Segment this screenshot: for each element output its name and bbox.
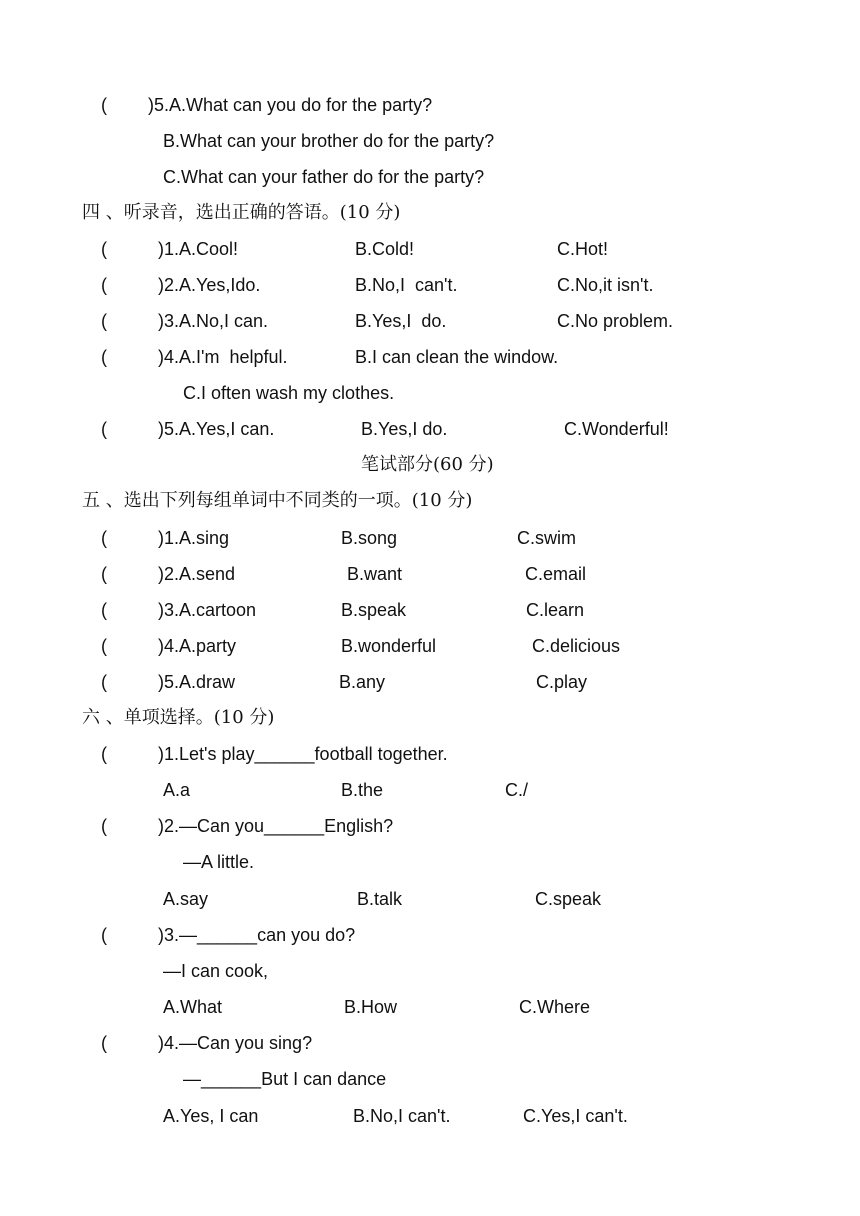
option-a: A.Yes, I can [163, 1106, 259, 1126]
option-c: C.Hot! [557, 239, 609, 259]
question-text: )1.Let's play______football together. [158, 744, 448, 764]
option-a: A.What [163, 997, 223, 1017]
option-c: C.email [525, 564, 587, 584]
option-b: B.speak [341, 600, 407, 620]
answer-paren: ( [101, 744, 107, 764]
option-c: C./ [505, 780, 529, 800]
question-text: )2.—Can you______English? [158, 816, 394, 836]
option-a: A.say [163, 889, 209, 909]
option-b: B.How [344, 997, 398, 1017]
option-c: C.Where [519, 997, 591, 1017]
option-c: C.delicious [532, 636, 621, 656]
option-a: )5.A.Yes,I can. [158, 419, 275, 439]
answer-paren: ( [101, 239, 107, 259]
option-c: C.I often wash my clothes. [183, 383, 395, 403]
question-text: )4.—Can you sing? [158, 1033, 313, 1053]
section-heading: 五 、选出下列每组单词中不同类的一项。(10 分) [82, 490, 473, 511]
option-a: )2.A.send [158, 564, 236, 584]
option-c: C.play [536, 672, 588, 692]
option-a: A.a [163, 780, 191, 800]
part-title: 笔试部分(60 分) [361, 454, 494, 475]
option-c: C.No,it isn't. [557, 275, 654, 295]
option-c: C.learn [526, 600, 585, 620]
question-text: )3.—______can you do? [158, 925, 356, 945]
answer-paren: ( [101, 275, 107, 295]
answer-paren: ( [101, 925, 107, 945]
answer-paren: ( [101, 636, 107, 656]
option-a: )4.A.party [158, 636, 237, 656]
option-b: B.any [339, 672, 386, 692]
dialogue-reply: —______But I can dance [183, 1069, 387, 1089]
answer-paren: ( [101, 347, 107, 367]
section-heading: 六 、单项选择。(10 分) [82, 707, 275, 728]
question-text: )5.A.What can you do for the party? [148, 95, 433, 115]
option-b: B.wonderful [341, 636, 437, 656]
option-b: B.Cold! [355, 239, 415, 259]
option-a: )4.A.I'm helpful. [158, 347, 288, 367]
option-c: C.Yes,I can't. [523, 1106, 628, 1126]
answer-paren: ( [101, 564, 107, 584]
option-c: C.No problem. [557, 311, 674, 331]
option-b: B.want [347, 564, 403, 584]
section-heading: 四 、听录音，选出正确的答语。(10 分) [82, 202, 401, 223]
option-c: C.speak [535, 889, 602, 909]
answer-paren: ( [101, 528, 107, 548]
option-c: C.What can your father do for the party? [163, 167, 485, 187]
option-b: B.What can your brother do for the party? [163, 131, 495, 151]
option-b: B.talk [357, 889, 403, 909]
option-a: )3.A.No,I can. [158, 311, 269, 331]
option-b: B.I can clean the window. [355, 347, 559, 367]
answer-paren: ( [101, 419, 107, 439]
option-b: B.No,I can't. [355, 275, 458, 295]
option-c: C.Wonderful! [564, 419, 669, 439]
dialogue-reply: —I can cook, [163, 961, 269, 981]
option-b: B.Yes,I do. [361, 419, 448, 439]
option-a: )2.A.Yes,Ido. [158, 275, 261, 295]
option-c: C.swim [517, 528, 576, 548]
option-a: )5.A.draw [158, 672, 236, 692]
dialogue-reply: —A little. [183, 852, 255, 872]
option-b: B.the [341, 780, 384, 800]
option-a: )1.A.Cool! [158, 239, 239, 259]
option-a: )3.A.cartoon [158, 600, 257, 620]
answer-paren: ( [101, 95, 107, 115]
option-b: B.No,I can't. [353, 1106, 451, 1126]
answer-paren: ( [101, 600, 107, 620]
answer-paren: ( [101, 311, 107, 331]
option-b: B.song [341, 528, 398, 548]
answer-paren: ( [101, 672, 107, 692]
option-b: B.Yes,I do. [355, 311, 447, 331]
answer-paren: ( [101, 816, 107, 836]
option-a: )1.A.sing [158, 528, 230, 548]
answer-paren: ( [101, 1033, 107, 1053]
